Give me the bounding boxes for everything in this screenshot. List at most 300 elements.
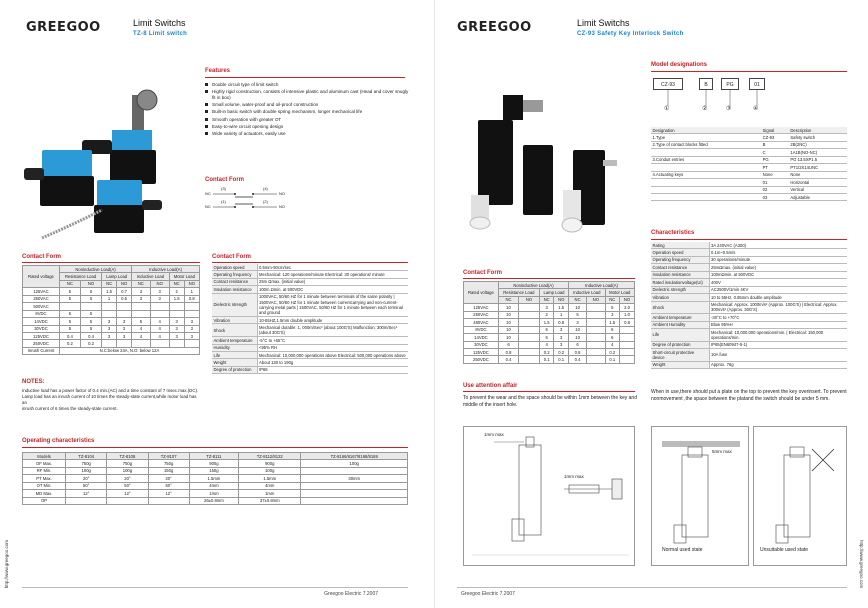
load-cell: 3: [150, 288, 169, 295]
use-heading: Use attention affair: [463, 383, 518, 389]
table-row: [212, 344, 408, 351]
load-cell: 3: [184, 318, 199, 325]
load-cell: 3: [184, 332, 199, 339]
table-row: [651, 264, 847, 271]
table-row: [23, 497, 408, 504]
spec-key: Degree of protection: [212, 366, 257, 373]
spec-key: Insulation resistance: [212, 286, 257, 293]
table-row: [464, 304, 635, 311]
ncno-header: NO: [620, 296, 635, 303]
load-cell: [519, 356, 540, 363]
load-cell: [587, 356, 605, 363]
load-cell: 0.4: [498, 356, 518, 363]
load-cell: 2: [169, 288, 184, 295]
table-row: [212, 324, 408, 337]
load-cell: [59, 303, 80, 310]
char-value: 10 to 55Hz, 0.65mm double amplitude: [709, 294, 847, 301]
spec-key: Humidity: [212, 344, 257, 351]
op-cell: PT Max.: [23, 475, 66, 482]
group-header: Inductive Load(A): [569, 282, 635, 289]
footer: Greegoo Electric 7.2007: [461, 590, 515, 597]
op-cell: [301, 467, 408, 474]
table-row: [651, 279, 847, 286]
table-row: [651, 193, 847, 200]
spec-table: [212, 264, 408, 374]
table-row: [651, 242, 847, 249]
note-item: Lamp load has an inrush current of 10 times the steady-state current,while motor load has an: [22, 394, 197, 405]
load-cell: 5: [80, 288, 101, 295]
load-cell: [519, 334, 540, 341]
product-photo: [22, 60, 197, 245]
table-row: [651, 149, 847, 156]
designation-cell: None: [789, 171, 847, 178]
model-box: 01: [749, 78, 765, 90]
load-cell: [620, 341, 635, 348]
load-cell: [184, 303, 199, 310]
load-cell: [587, 319, 605, 326]
contact-label-nc: NC: [205, 191, 211, 196]
load-cell: 4: [539, 341, 553, 348]
load-cell: 1.5: [554, 304, 569, 311]
op-cell: 900g: [239, 460, 301, 467]
characteristics-table: [651, 242, 847, 369]
designation-cell: PT: [761, 164, 789, 171]
load-cell: 3: [117, 325, 132, 332]
table-row: [464, 334, 635, 341]
spec-key: Life: [212, 351, 257, 358]
load-cell: 4: [150, 318, 169, 325]
char-key: Rated insulationvoltage(Ui): [651, 279, 709, 286]
load-cell: 0.7: [117, 288, 132, 295]
table-row: [23, 482, 408, 489]
table-row: [651, 156, 847, 163]
op-cell: 1.5mm: [239, 475, 301, 482]
op-cell: 12°: [66, 490, 107, 497]
table-row: [651, 141, 847, 148]
op-cell: 100g: [107, 467, 148, 474]
normal-state-label: Normal used state: [662, 547, 703, 553]
char-value: 30 operations/minute: [709, 256, 847, 263]
ncno-header: NO: [80, 280, 101, 287]
load-cell: [102, 310, 117, 317]
designation-cell: Adjustable: [789, 193, 847, 200]
op-heading: Operating characteristics: [22, 438, 95, 444]
sub-header: Lamp Load: [539, 289, 568, 296]
table-row: [212, 293, 408, 316]
load-cell: [519, 311, 540, 318]
load-cell: [132, 340, 151, 347]
contact-number: (1): [221, 199, 226, 204]
contact-table-heading: Contact Form: [463, 270, 502, 276]
feature-item: Double circuit type of limit switch: [205, 82, 410, 88]
load-cell: 5: [59, 295, 80, 302]
voltage-cell: 30VDC: [23, 325, 60, 332]
load-cell: [587, 326, 605, 333]
char-key: Rating: [651, 242, 709, 249]
load-cell: [132, 303, 151, 310]
load-cell: [519, 304, 540, 311]
designation-cell: None: [761, 171, 789, 178]
table-row: [23, 467, 408, 474]
load-cell: 0.2: [554, 348, 569, 355]
sub-header: Lamp Load: [102, 273, 132, 280]
load-cell: [150, 340, 169, 347]
feature-item: Highly rigid construction, consists of intensive plastic and aluminum cast (Head and cover snugly fit in box): [205, 89, 410, 100]
load-cell: 3: [169, 318, 184, 325]
designation-cell: CZ-93: [761, 134, 789, 141]
table-row: [651, 186, 847, 193]
drawing-label: 1mm max: [484, 432, 504, 437]
load-cell: 5: [59, 325, 80, 332]
table-row: [651, 361, 847, 368]
load-cell: 3: [117, 318, 132, 325]
char-key: Ambient temperature: [651, 314, 709, 321]
table-row: [23, 310, 200, 317]
op-cell: 50°: [148, 482, 189, 489]
designation-cell: C: [761, 149, 789, 156]
load-cell: 3: [605, 311, 620, 318]
ncno-header: NO: [117, 280, 132, 287]
ncno-header: NC: [498, 296, 518, 303]
drawing-label: 5mm max: [712, 449, 732, 454]
char-key: Shock: [651, 301, 709, 314]
contact-number: (4): [263, 186, 268, 191]
voltage-cell: 125VDC: [464, 348, 499, 355]
footer: Greegoo Electric 7.2007: [324, 590, 378, 597]
ncno-header: NO: [519, 296, 540, 303]
table-row: [212, 351, 408, 358]
load-cell: 6: [498, 341, 518, 348]
model-circle: ③: [726, 106, 732, 112]
load-cell: [620, 326, 635, 333]
side-url: http://www.greegoo.com: [859, 539, 864, 588]
spec-value: <95% RH: [257, 344, 408, 351]
ncno-header: NC: [605, 296, 620, 303]
voltage-cell: 500VAC: [23, 303, 60, 310]
spec-key: Operation speed: [212, 264, 257, 271]
load-cell: 0.1: [539, 356, 553, 363]
feature-item: Wide variety of actuators, easily use: [205, 131, 410, 137]
load-cell: 3: [132, 288, 151, 295]
load-cell: [184, 310, 199, 317]
spec-value: 1000VAC, 50/60 HZ for 1 minute between terminals of the same polarity | 1500VAC, 50/60 HZ for 1 minute between currentcarrying and non-current-carrying metal parts | 1500VAC, 50/60 HZ for 1 minute between each terminal and ground: [257, 293, 408, 316]
voltage-cell: 250VAC: [464, 311, 499, 318]
op-cell: 12°: [107, 490, 148, 497]
op-cell: MD Max.: [23, 490, 66, 497]
designation-cell: 03: [761, 193, 789, 200]
feature-item: Built-in basic switch with double spring mechanism, longer mechanical life: [205, 109, 410, 115]
char-value: -30°C to +70°C: [709, 314, 847, 321]
char-heading: Characteristics: [651, 230, 695, 236]
table-row: [651, 271, 847, 278]
op-cell: 900g: [189, 460, 238, 467]
table-row: [651, 134, 847, 141]
load-cell: 3: [569, 319, 587, 326]
model-box: CZ-93: [653, 78, 683, 90]
op-cell: 30mm: [301, 475, 408, 482]
load-cell: [132, 310, 151, 317]
op-cell: [66, 497, 107, 504]
model-box: PG: [721, 78, 739, 90]
sub-header: Inductive Load: [132, 273, 170, 280]
feature-item: Small volume, water-proof and oil-proof construction: [205, 102, 410, 108]
ncno-header: NC: [169, 280, 184, 287]
load-cell: 1.0: [620, 311, 635, 318]
op-cell: 50°: [66, 482, 107, 489]
table-row: [651, 256, 847, 263]
load-cell: 6: [569, 341, 587, 348]
load-cell: 1: [184, 288, 199, 295]
spec-value: About 130 to 190g: [257, 359, 408, 366]
designation-cell: 01: [761, 179, 789, 186]
spec-heading: Contact Form: [212, 254, 251, 260]
product-photo: [453, 90, 628, 255]
spec-value: 10-55HZ,1.5mm double amplitude: [257, 316, 408, 323]
voltage-cell: 250VAC: [23, 295, 60, 302]
load-cell: [620, 356, 635, 363]
load-cell: [169, 340, 184, 347]
table-row: [651, 349, 847, 362]
contact-number: (3): [221, 186, 226, 191]
sub-header: Resistance Load: [498, 289, 539, 296]
load-cell: [184, 340, 199, 347]
op-cell: 1mm: [239, 490, 301, 497]
table-row: [23, 475, 408, 482]
op-header: TZ-8107: [148, 453, 189, 460]
rated-voltage-header: Rated voltage: [23, 266, 60, 288]
load-cell: [117, 340, 132, 347]
designation-cell: PT1/2X14UNC: [789, 164, 847, 171]
char-key: Operation speed: [651, 249, 709, 256]
op-cell: [301, 490, 408, 497]
notes-heading: NOTES:: [22, 379, 45, 385]
table-row: [23, 303, 200, 310]
designation-cell: 1.Type: [651, 134, 761, 141]
table-row: [651, 301, 847, 314]
op-cell: 1.5mm: [189, 475, 238, 482]
char-key: Ambient Humidity: [651, 321, 709, 328]
designation-cell: 2.Type of contact blocks fitted: [651, 141, 761, 148]
load-cell: 2.0: [620, 304, 635, 311]
contact-label-no: NO: [279, 191, 285, 196]
spec-key: Dielectric strength: [212, 293, 257, 316]
table-row: [212, 366, 408, 373]
load-cell: [80, 303, 101, 310]
load-cell: 1: [102, 295, 117, 302]
load-cell: [587, 304, 605, 311]
spec-key: Ambient temperature: [212, 337, 257, 344]
table-row: [464, 311, 635, 318]
load-cell: 10: [498, 334, 518, 341]
load-cell: [117, 303, 132, 310]
table-row: [212, 271, 408, 278]
ncno-header: NC: [102, 280, 117, 287]
load-cell: 0.8: [498, 348, 518, 355]
op-cell: 4mm: [189, 482, 238, 489]
load-cell: [150, 303, 169, 310]
group-header: Noninductive Load(A): [498, 282, 568, 289]
char-value: IP65(EN60947-5-1): [709, 341, 847, 348]
load-cell: 3: [184, 325, 199, 332]
load-cell: 0.4: [80, 332, 101, 339]
op-cell: 37±0.8mm: [239, 497, 301, 504]
load-cell: 3: [169, 332, 184, 339]
designation-cell: [651, 179, 761, 186]
spec-value: Mechanical durable: 1, 000m/Sec² (about 100G'S) Malfunction: 300m/Sec² (about 30G'S): [257, 324, 408, 337]
load-cell: 0.8: [569, 348, 587, 355]
op-cell: OF Max.: [23, 460, 66, 467]
load-cell: 4: [605, 341, 620, 348]
op-cell: 750g: [66, 460, 107, 467]
op-cell: [107, 497, 148, 504]
model-box: B: [699, 78, 713, 90]
table-row: [23, 490, 408, 497]
designation-cell: Safety switch: [789, 134, 847, 141]
op-header: TZ-8104: [66, 453, 107, 460]
load-cell: 3: [554, 334, 569, 341]
ncno-header: NC: [569, 296, 587, 303]
ncno-header: NO: [184, 280, 199, 287]
table-row: [212, 286, 408, 293]
table-row: [23, 340, 200, 347]
group-header: Noninductive Load(A): [59, 266, 131, 273]
op-table: [22, 452, 408, 505]
spec-value: Mechanical: 120 operations/minute Electrical: 30 operations/ minute: [257, 271, 408, 278]
use-text-right: When in use,there should put a plate on the top to prevent the key overinsert. To prevent nonmovement ,the space between the platand the switch should be under 5 mm.: [651, 389, 847, 403]
contact-form-heading: Contact Form: [205, 177, 244, 183]
load-cell: 0.8: [554, 319, 569, 326]
load-cell: 1: [554, 311, 569, 318]
load-cell: 6: [605, 326, 620, 333]
contact-table-heading: Contact Form: [22, 254, 61, 260]
op-cell: [301, 482, 408, 489]
char-value: 100mΩmin. at 500VDC: [709, 271, 847, 278]
load-cell: 5: [59, 288, 80, 295]
load-cell: [117, 310, 132, 317]
sub-header: Motor Load: [605, 289, 634, 296]
features-heading: Features: [205, 68, 231, 74]
spec-value: 100m Ωmin. at 500VDC: [257, 286, 408, 293]
right-page: [434, 0, 868, 608]
contact-number: (2): [263, 199, 268, 204]
load-cell: 6: [539, 334, 553, 341]
unsuitable-state-label: Unsuitable used state: [760, 547, 809, 553]
load-cell: 5: [80, 295, 101, 302]
op-cell: 26±0.8mm: [189, 497, 238, 504]
model-circle: ④: [753, 106, 759, 112]
load-cell: [519, 319, 540, 326]
table-row: [23, 318, 200, 325]
voltage-cell: 30VDC: [464, 341, 499, 348]
drawing-key-gap: [463, 426, 635, 566]
spec-key: Contact resistance: [212, 278, 257, 285]
table-row: [23, 460, 408, 467]
op-cell: 750g: [148, 460, 189, 467]
op-cell: 100g: [66, 467, 107, 474]
op-cell: 12°: [148, 490, 189, 497]
load-cell: 4: [132, 325, 151, 332]
op-cell: RF Min.: [23, 467, 66, 474]
op-cell: [148, 497, 189, 504]
feature-item: Easy-to-wire circuit opening design: [205, 124, 410, 130]
use-text-left: To prevent the wear and the space should be within 1mm between the key and middle of the insert hole.: [463, 395, 637, 409]
group-header: Inductive Load(A): [132, 266, 200, 273]
table-row: [651, 294, 847, 301]
load-cell: 5: [59, 318, 80, 325]
ncno-header: NC: [59, 280, 80, 287]
side-url: http://www.greegoo.com: [4, 539, 9, 588]
contact-diagram: [205, 188, 295, 214]
designation-cell: 1A1B(NO-NC): [789, 149, 847, 156]
table-row: [651, 171, 847, 178]
load-cell: 3: [554, 326, 569, 333]
op-cell: 20°: [66, 475, 107, 482]
brand-logo: GREEGOO: [457, 20, 532, 35]
char-key: Life: [651, 329, 709, 342]
load-cell: 5: [80, 318, 101, 325]
char-value: 3A 240VAC (A300): [709, 242, 847, 249]
load-cell: [587, 341, 605, 348]
load-cell: 10: [569, 304, 587, 311]
load-cell: 5: [80, 325, 101, 332]
load-cell: 6: [605, 334, 620, 341]
load-cell: [519, 326, 540, 333]
designation-cell: 02: [761, 186, 789, 193]
load-cell: 5: [80, 310, 101, 317]
spec-value: IP65: [257, 366, 408, 373]
table-row: [651, 314, 847, 321]
table-row: [464, 326, 635, 333]
load-cell: 2: [539, 311, 553, 318]
load-cell: 10: [498, 304, 518, 311]
load-cell: 0.1: [554, 356, 569, 363]
table-row: [23, 288, 200, 295]
rated-voltage-header: Rated voltage: [464, 282, 499, 304]
table-row: [651, 321, 847, 328]
load-cell: 3: [169, 325, 184, 332]
table-row: [651, 249, 847, 256]
op-cell: OP: [23, 497, 66, 504]
voltage-cell: 250VDC: [23, 340, 60, 347]
ncno-header: NC: [539, 296, 553, 303]
designation-cell: PG: [761, 156, 789, 163]
table-row: [464, 356, 635, 363]
model-circle: ②: [702, 106, 708, 112]
table-row: [212, 316, 408, 323]
load-cell: [519, 348, 540, 355]
voltage-cell: 125VAC: [464, 304, 499, 311]
table-row: [212, 359, 408, 366]
op-cell: 100g: [239, 467, 301, 474]
load-cell: [169, 303, 184, 310]
load-cell: 10: [498, 319, 518, 326]
voltage-cell: 250VDC: [464, 356, 499, 363]
load-cell: 3: [150, 295, 169, 302]
op-cell: 50°: [107, 482, 148, 489]
load-cell: [102, 340, 117, 347]
op-header: TZ-8166/8167/8168/8169: [301, 453, 408, 460]
load-cell: [169, 310, 184, 317]
load-cell: 5: [569, 311, 587, 318]
spec-value: 25m Ωmax. (initial value): [257, 278, 408, 285]
load-cell: 3: [102, 318, 117, 325]
contact-load-table: [22, 265, 200, 355]
drawing-unsuitable-state: [753, 426, 847, 566]
table-row: [212, 264, 408, 271]
load-cell: 5: [605, 304, 620, 311]
char-value: 0.1m~0.5m/s: [709, 249, 847, 256]
op-header: TZ-8111: [189, 453, 238, 460]
